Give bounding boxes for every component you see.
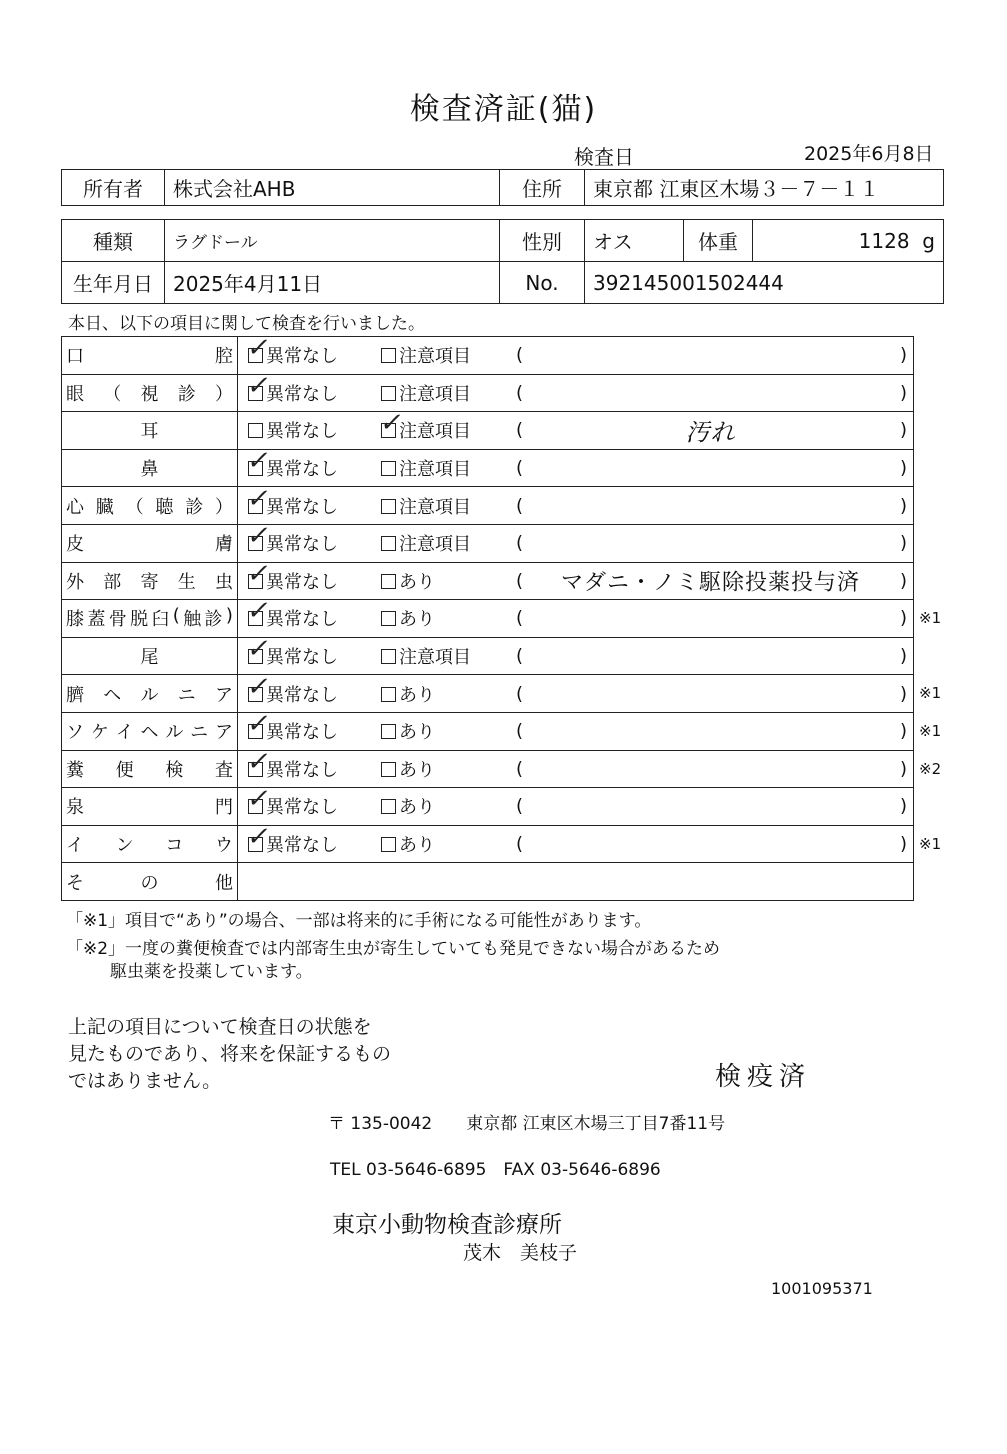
item-name: 皮 膚 [66,534,233,556]
other-label: そ の 他 [66,872,233,894]
document-title: 検査済証(猫) [409,92,598,127]
option-label: 異常なし [266,571,338,593]
open-paren: ( [516,382,524,404]
breed-value: ラグドール [165,220,500,262]
option-label: あり [399,722,435,744]
option-attention[interactable] [381,681,435,707]
number-label: No. [500,262,585,304]
option-normal[interactable] [244,483,338,519]
option-normal[interactable] [244,333,338,368]
checklist-row [62,825,914,863]
checkmark-icon: ✓ [244,634,273,665]
item-name-cell [62,449,238,487]
checkbox-icon[interactable] [244,333,273,364]
weight-label: 体重 [684,220,753,262]
option-normal[interactable] [244,558,338,594]
option-normal[interactable] [244,746,338,782]
checklist-row [62,750,914,788]
item-name: 泉 門 [66,797,233,819]
option-label: あり [399,797,435,819]
close-paren: ) [899,833,907,855]
item-name-cell [62,337,238,375]
option-label: あり [399,609,435,631]
checkmark-icon: ✓ [244,709,273,740]
option-normal[interactable] [244,634,338,669]
quarantine-stamp: 検疫済 [715,1062,812,1092]
item-name-cell [62,788,238,826]
checkbox-icon[interactable] [381,499,396,514]
close-paren: ) [899,720,907,742]
option-label: 異常なし [266,534,338,556]
item-name: ソ ケ イ ヘ ル ニ ア [66,722,233,744]
item-name: イ ン コ ウ [66,835,233,857]
close-paren: ) [899,570,907,592]
open-paren: ( [516,645,524,667]
item-name-cell [62,750,238,788]
open-paren: ( [516,344,524,366]
checklist-row [62,600,914,638]
checkbox-icon[interactable] [244,370,273,401]
checkmark-icon: ✓ [244,746,273,777]
open-paren: ( [516,419,524,441]
option-attention[interactable] [381,455,471,481]
checkbox-icon[interactable] [244,446,273,477]
item-options [238,521,914,562]
open-paren: ( [516,758,524,780]
checkbox-icon[interactable] [244,483,273,514]
checkbox-icon[interactable] [381,574,396,589]
close-paren: ) [899,683,907,705]
checkbox-icon[interactable] [244,784,273,815]
checklist-row [62,675,914,713]
birthdate-value: 2025年4月11日 [165,262,500,304]
checkbox-icon[interactable] [244,634,273,665]
close-paren: ) [899,344,907,366]
item-name-cell [62,412,238,450]
item-name-cell [62,637,238,675]
item-note: 汚れ [685,418,736,447]
option-label: 注意項目 [399,496,471,518]
birthdate-label: 生年月日 [62,262,165,304]
option-label: あり [399,684,435,706]
option-label: 注意項目 [399,421,471,443]
item-name-cell [62,374,238,412]
pet-table [61,219,944,304]
option-attention[interactable] [381,718,435,744]
option-label: 注意項目 [399,346,471,368]
item-options [238,709,914,750]
disclaimer-line: 上記の項目について検査日の状態を [68,1016,372,1038]
breed-label: 種類 [62,220,165,262]
item-options [238,483,914,525]
checkbox-icon[interactable] [244,596,273,627]
checklist-row [62,487,914,525]
open-paren: ( [516,457,524,479]
item-name: 心 臓 （ 聴 診 ） [66,496,233,518]
item-name-cell [62,487,238,525]
item-options [238,822,914,863]
sex-value: オス [585,220,684,262]
footnote-2-line1: 「※2」一度の糞便検査では内部寄生虫が寄生していても発見できない場合があるため [66,939,721,959]
option-attention[interactable] [381,380,471,406]
option-label: 異常なし [266,383,338,405]
item-name-cell [62,675,238,713]
option-label: 異常なし [266,759,338,781]
intro-text: 本日、以下の項目に関して検査を行いました。 [68,314,425,334]
footnote-marker: ※1 [919,684,942,703]
item-name: 膝 蓋 骨 脱 臼 ( 触 診 ) [66,605,233,631]
checklist-row [62,449,914,487]
owner-value: 株式会社AHB [165,170,500,206]
item-name: 口 腔 [66,346,233,368]
checklist-row [62,562,914,600]
checkmark-icon: ✓ [244,483,273,514]
option-label: 異常なし [266,797,338,819]
checkmark-icon: ✓ [244,671,273,702]
option-attention[interactable] [381,831,435,857]
clinic-phone-fax: TEL 03-5646-6895 FAX 03-5646-6896 [330,1160,661,1180]
option-label: 異常なし [266,496,338,518]
checkbox-icon[interactable] [244,558,273,589]
checkbox-icon[interactable] [381,762,396,777]
option-label: 異常なし [266,609,338,631]
clinic-name: 東京小動物検査診療所 [332,1212,562,1238]
option-label: 異常なし [266,346,338,368]
checkbox-icon[interactable] [381,724,396,739]
checklist-row [62,637,914,675]
option-attention[interactable] [381,568,435,594]
option-normal[interactable] [248,417,338,443]
footnote-1: 「※1」項目で“あり”の場合、一部は将来的に手術になる可能性があります。 [66,911,652,931]
item-name: 臍 ヘ ル ニ ア [66,684,233,706]
weight-cell [753,220,944,262]
close-paren: ) [899,382,907,404]
item-options [238,671,914,713]
close-paren: ) [899,419,907,441]
option-normal[interactable] [244,596,338,631]
disclaimer-line: 見たものであり、将来を保証するもの [68,1043,392,1065]
checkmark-icon: ✓ [244,370,273,401]
option-attention[interactable] [381,493,471,519]
item-options [238,408,914,450]
sex-label: 性別 [500,220,585,262]
item-options [238,558,914,600]
option-label: 注意項目 [399,534,471,556]
checkbox-icon[interactable] [381,461,396,476]
option-normal[interactable] [244,446,338,481]
open-paren: ( [516,795,524,817]
close-paren: ) [899,607,907,629]
open-paren: ( [516,683,524,705]
option-label: 異常なし [266,722,338,744]
checkbox-icon[interactable] [381,687,396,702]
checkbox-icon[interactable] [381,611,396,626]
close-paren: ) [899,795,907,817]
checkmark-icon: ✓ [244,596,273,627]
owner-table [61,169,944,206]
item-name-cell [62,863,238,901]
option-attention[interactable] [381,643,471,669]
open-paren: ( [516,570,524,592]
item-options [238,746,914,788]
item-options [238,333,914,375]
checkmark-icon: ✓ [244,822,273,853]
item-options [238,634,914,675]
checkbox-icon[interactable] [244,709,273,740]
checkbox-icon[interactable] [244,521,273,552]
checkbox-icon[interactable] [381,348,396,363]
item-name: 尾 [140,647,159,669]
checkmark-icon: ✓ [244,784,273,815]
checklist-row-other [62,863,914,901]
checkbox-icon[interactable] [377,408,406,439]
option-normal[interactable] [244,709,338,744]
weight-value: 1128 [858,228,910,253]
option-attention[interactable] [381,342,471,368]
checkbox-icon[interactable] [248,423,263,438]
footnote-marker: ※1 [919,609,942,628]
item-name: 耳 [140,421,159,443]
option-label: 異常なし [266,684,338,706]
checkbox-icon[interactable] [381,837,396,852]
option-attention[interactable] [381,756,435,782]
doctor-name: 茂木 美枝子 [463,1242,578,1264]
checklist-row [62,412,914,450]
checkmark-icon: ✓ [244,558,273,589]
close-paren: ) [899,457,907,479]
option-label: あり [399,571,435,593]
checkbox-icon[interactable] [244,746,273,777]
footnote-2-line2: 駆虫薬を投薬しています。 [110,962,313,982]
item-name: 糞 便 検 査 [66,759,233,781]
footnote-marker: ※1 [919,722,942,740]
option-label: あり [399,835,435,857]
address-value: 東京都 江東区木場３－７－１１ [585,170,944,206]
footnote-marker: ※1 [919,834,942,853]
item-name-cell [62,524,238,562]
item-options [238,370,914,412]
option-label: 注意項目 [399,383,471,405]
checklist-row [62,374,914,412]
item-options [238,596,914,638]
checkbox-icon[interactable] [381,799,396,814]
inspection-date: 2025年6月8日 [804,143,934,165]
checklist-row [62,712,914,750]
close-paren: ) [899,758,907,780]
open-paren: ( [516,532,524,554]
serial-number: 1001095371 [771,1279,873,1298]
option-label: 異常なし [266,835,338,857]
checklist-row [62,788,914,826]
option-normal[interactable] [244,370,338,406]
checklist-row [62,524,914,562]
item-name: 鼻 [140,459,159,481]
number-value: 392145001502444 [585,262,944,304]
option-attention[interactable] [381,605,435,631]
open-paren: ( [516,495,524,517]
item-options [238,784,914,826]
disclaimer [68,1014,391,1095]
option-normal[interactable] [244,822,338,857]
option-attention[interactable] [381,793,435,819]
checklist-table [61,333,914,901]
address-label: 住所 [500,170,585,206]
open-paren: ( [516,833,524,855]
checkmark-icon: ✓ [244,333,273,364]
option-label: 異常なし [266,421,338,443]
checkbox-icon[interactable] [244,822,273,853]
inspection-date-label: 検査日 [574,145,634,169]
item-options [238,446,914,487]
checkmark-icon: ✓ [244,521,273,552]
checkbox-icon[interactable] [381,649,396,664]
close-paren: ) [899,532,907,554]
item-note: マダニ・ノミ駆除投薬投与済 [560,570,860,596]
close-paren: ) [899,495,907,517]
other-value[interactable] [238,863,914,901]
owner-label: 所有者 [62,170,165,206]
option-label: 異常なし [266,459,338,481]
disclaimer-line: ではありません。 [68,1070,222,1092]
option-attention[interactable] [377,408,471,443]
option-attention[interactable] [381,530,471,556]
item-name-cell [62,825,238,863]
option-normal[interactable] [244,784,338,819]
close-paren: ) [899,645,907,667]
checklist-row [62,337,914,375]
open-paren: ( [516,720,524,742]
item-name-cell [62,562,238,600]
checkbox-icon[interactable] [381,386,396,401]
checkmark-icon: ✓ [377,408,406,439]
option-label: あり [399,759,435,781]
open-paren: ( [516,607,524,629]
item-name: 外 部 寄 生 虫 [66,571,233,593]
footnote-marker: ※2 [919,759,942,778]
checkmark-icon: ✓ [244,446,273,477]
option-normal[interactable] [244,521,338,556]
clinic-address: 〒 135-0042 東京都 江東区木場三丁目7番11号 [328,1114,726,1134]
item-name-cell [62,712,238,750]
option-label: 異常なし [266,647,338,669]
checkbox-icon[interactable] [244,671,273,702]
weight-unit: g [922,228,935,253]
option-label: 注意項目 [399,647,471,669]
option-label: 注意項目 [399,459,471,481]
checkbox-icon[interactable] [381,536,396,551]
item-name-cell [62,600,238,638]
item-name: 眼 （ 視 診 ） [66,383,233,405]
option-normal[interactable] [244,671,338,707]
